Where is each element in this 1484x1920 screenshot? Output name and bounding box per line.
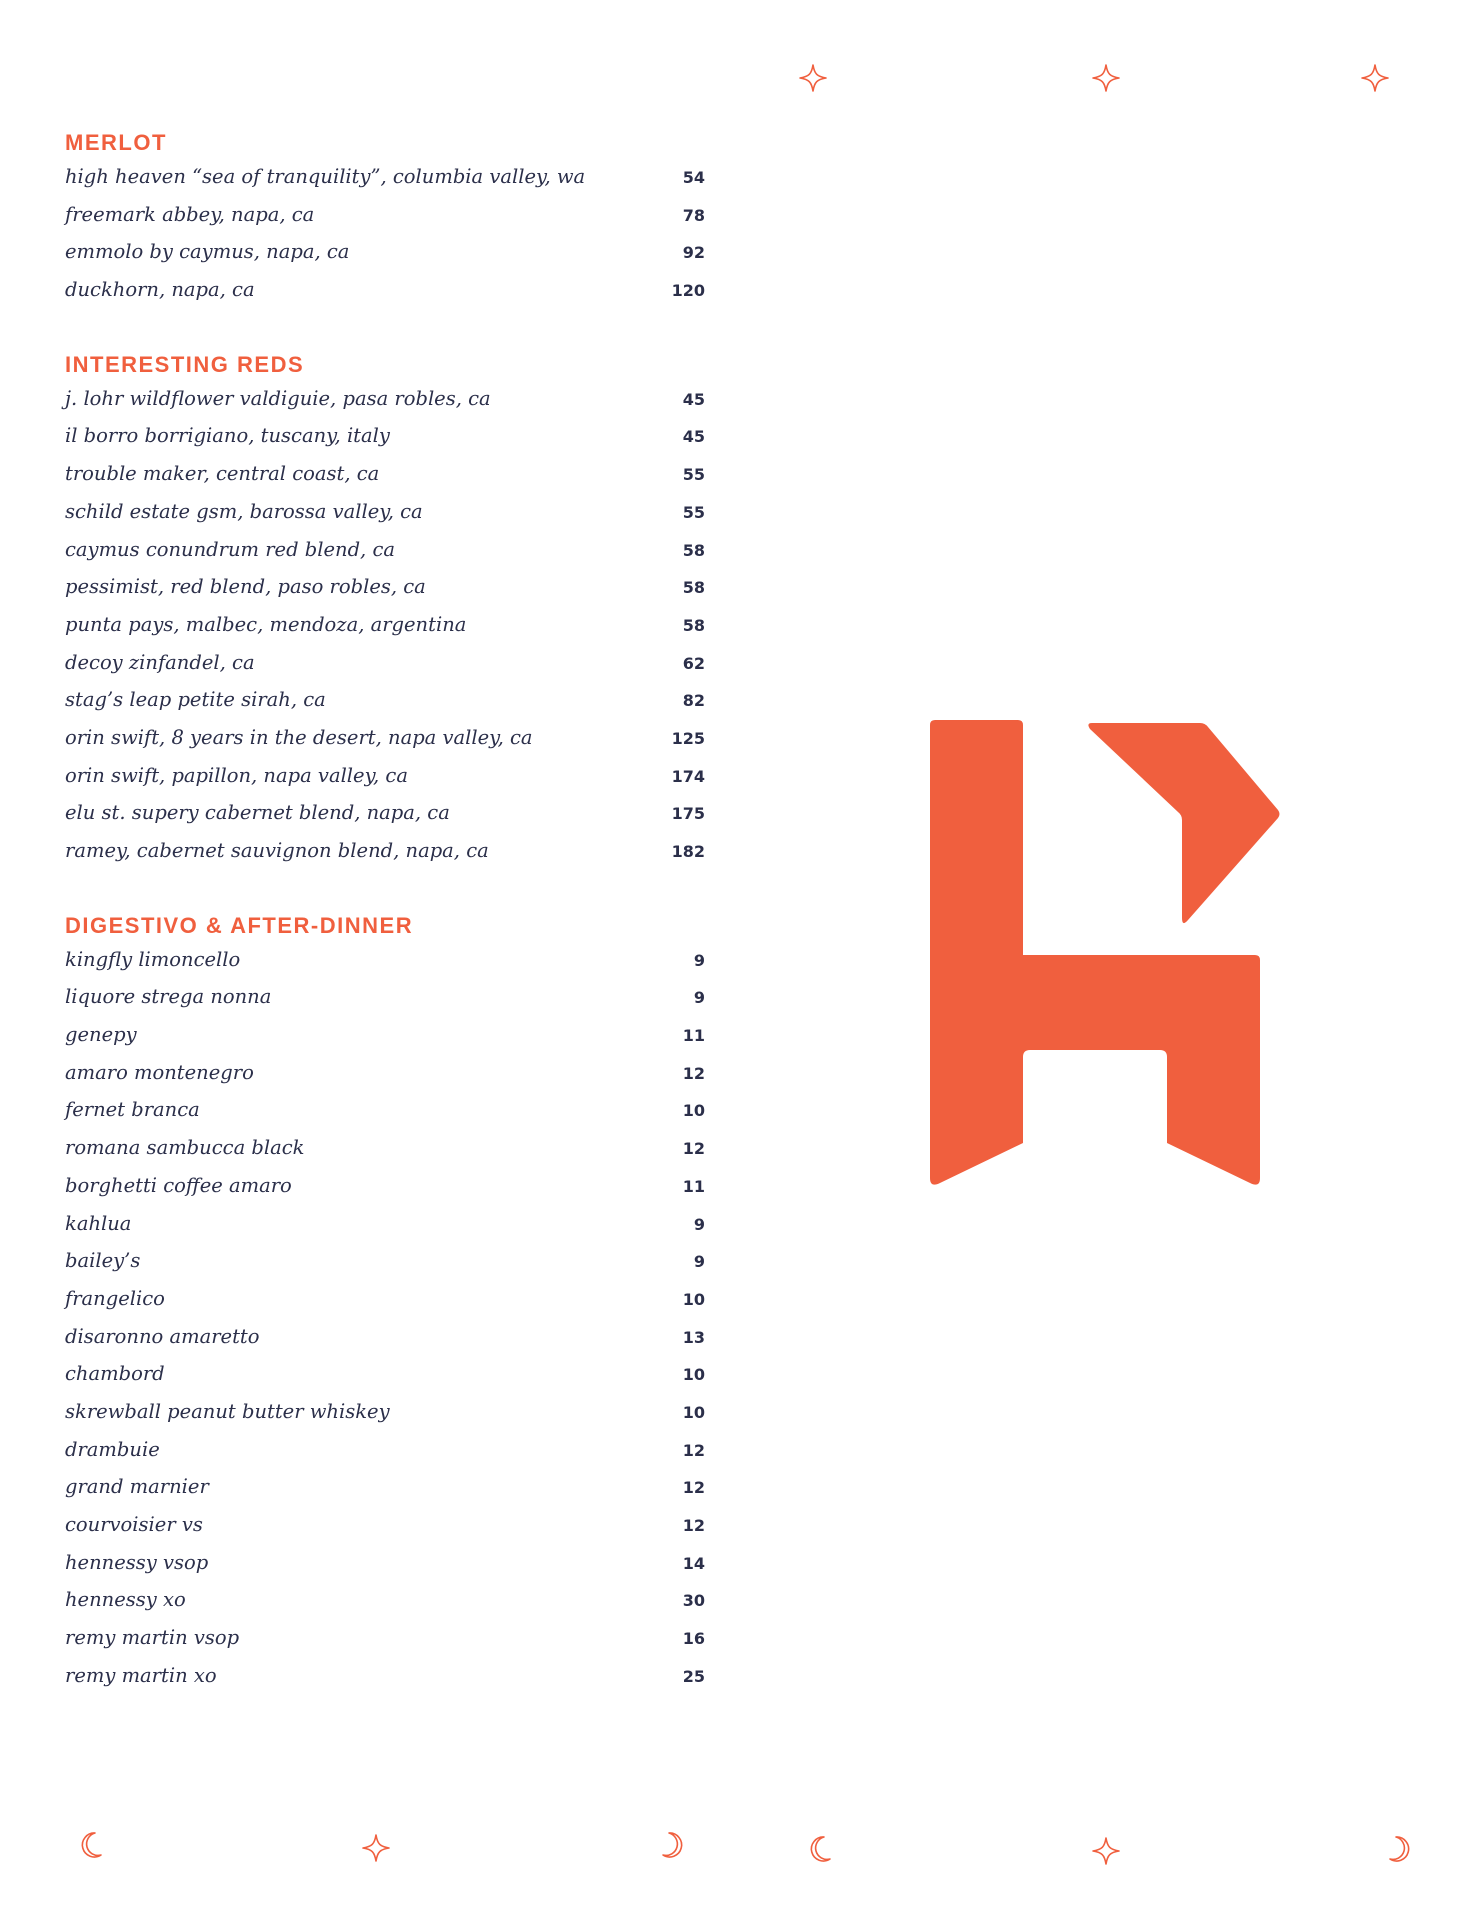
crescent-moon-icon	[76, 1830, 106, 1860]
item-name: high heaven “sea of tranquility”, columbia valley, wa	[65, 165, 586, 188]
item-price: 13	[682, 1327, 705, 1347]
sparkle-icon	[361, 1833, 391, 1863]
menu-item	[65, 832, 705, 870]
item-name: remy martin vsop	[65, 1626, 240, 1650]
item-name: stag’s leap petite sirah, ca	[65, 688, 326, 712]
item-name: genepy	[65, 1023, 137, 1047]
item-price: 12	[682, 1063, 705, 1083]
item-price: 45	[682, 389, 705, 409]
item-price: 12	[682, 1478, 705, 1498]
menu-item	[65, 1318, 705, 1356]
menu-item	[65, 1280, 705, 1318]
menu-item	[65, 1242, 705, 1280]
item-price: 174	[671, 766, 705, 786]
menu-item	[65, 233, 705, 271]
item-price: 175	[671, 804, 705, 824]
menu-item	[65, 1205, 705, 1243]
menu-item	[65, 757, 705, 795]
item-price: 120	[671, 281, 705, 301]
crescent-moon-icon	[658, 1830, 688, 1860]
item-name: elu st. supery cabernet blend, napa, ca	[65, 801, 450, 825]
menu-item	[65, 1016, 705, 1054]
item-price: 9	[693, 950, 705, 970]
sparkle-icon	[1091, 1836, 1121, 1866]
item-price: 11	[682, 1176, 705, 1196]
item-price: 14	[682, 1553, 705, 1573]
item-name: remy martin xo	[65, 1663, 217, 1687]
item-name: schild estate gsm, barossa valley, ca	[65, 499, 423, 523]
item-price: 12	[682, 1440, 705, 1460]
item-name: amaro montenegro	[65, 1060, 254, 1084]
item-name: disaronno amaretto	[65, 1324, 260, 1348]
item-name: j. lohr wildflower valdiguie, pasa robles, ca	[65, 386, 491, 410]
section-digestivo	[65, 911, 705, 1695]
item-price: 58	[682, 578, 705, 598]
item-price: 10	[682, 1402, 705, 1422]
item-name: ramey, cabernet sauvignon blend, napa, ca	[65, 839, 489, 862]
menu-item	[65, 794, 705, 832]
section-title: INTERESTING REDS	[65, 351, 305, 377]
item-name: il borro borrigiano, tuscany, italy	[65, 424, 390, 448]
item-name: bailey’s	[65, 1249, 141, 1273]
item-name: chambord	[65, 1362, 165, 1386]
item-price: 9	[693, 1252, 705, 1272]
menu-item	[65, 1167, 705, 1205]
item-name: decoy zinfandel, ca	[65, 650, 255, 674]
sparkle-icon	[798, 63, 828, 93]
item-name: liquore strega nonna	[65, 985, 272, 1009]
menu-item	[65, 158, 705, 196]
item-name: hennessy xo	[65, 1588, 186, 1612]
menu-list	[65, 122, 705, 1735]
menu-item	[65, 1581, 705, 1619]
item-price: 58	[682, 615, 705, 635]
item-price: 78	[682, 205, 705, 225]
item-price: 82	[682, 691, 705, 711]
menu-item	[65, 606, 705, 644]
item-price: 9	[693, 1214, 705, 1234]
menu-item	[65, 1129, 705, 1167]
item-name: emmolo by caymus, napa, ca	[65, 240, 350, 264]
item-name: skrewball peanut butter whiskey	[65, 1399, 390, 1423]
menu-item	[65, 681, 705, 719]
item-name: pessimist, red blend, paso robles, ca	[65, 575, 426, 599]
sparkle-icon	[1091, 63, 1121, 93]
sparkle-icon	[1360, 63, 1390, 93]
menu-item	[65, 644, 705, 682]
item-price: 182	[671, 842, 705, 861]
menu-item	[65, 1657, 705, 1695]
item-price: 10	[682, 1101, 705, 1121]
item-name: kingfly limoncello	[65, 947, 241, 971]
menu-item	[65, 1506, 705, 1544]
item-name: freemark abbey, napa, ca	[65, 202, 315, 226]
section-title: DIGESTIVO & AFTER-DINNER	[65, 912, 414, 938]
menu-item	[65, 1393, 705, 1431]
item-name: borghetti coffee amaro	[65, 1173, 292, 1197]
menu-item	[65, 1544, 705, 1582]
item-name: orin swift, papillon, napa valley, ca	[65, 763, 408, 787]
menu-item	[65, 1431, 705, 1469]
item-name: trouble maker, central coast, ca	[65, 462, 380, 486]
menu-item	[65, 417, 705, 455]
item-price: 45	[682, 427, 705, 447]
item-price: 55	[682, 465, 705, 485]
item-price: 125	[671, 728, 705, 748]
item-price: 9	[693, 988, 705, 1008]
item-price: 11	[682, 1026, 705, 1046]
menu-item	[65, 1355, 705, 1393]
item-price: 10	[682, 1289, 705, 1309]
item-name: orin swift, 8 years in the desert, napa valley, ca	[65, 725, 533, 749]
menu-item	[65, 719, 705, 757]
crescent-moon-icon	[1385, 1834, 1415, 1864]
section-merlot	[65, 128, 705, 309]
section-interesting-reds	[65, 350, 705, 870]
menu-item	[65, 493, 705, 531]
crescent-moon-icon	[805, 1834, 835, 1864]
item-name: caymus conundrum red blend, ca	[65, 537, 395, 561]
menu-item	[65, 380, 705, 418]
menu-item	[65, 455, 705, 493]
menu-item	[65, 1054, 705, 1092]
item-price: 58	[682, 540, 705, 560]
item-name: kahlua	[65, 1211, 132, 1235]
item-price: 54	[682, 168, 705, 187]
item-price: 25	[682, 1666, 705, 1686]
item-price: 62	[682, 653, 705, 673]
item-price: 12	[682, 1139, 705, 1159]
menu-item	[65, 531, 705, 569]
menu-item	[65, 941, 705, 979]
item-name: frangelico	[65, 1286, 165, 1310]
item-name: romana sambucca black	[65, 1136, 305, 1160]
item-price: 55	[682, 502, 705, 522]
menu-item	[65, 1619, 705, 1657]
menu-item	[65, 568, 705, 606]
item-price: 12	[682, 1516, 705, 1535]
item-price: 92	[682, 243, 705, 263]
item-name: courvoisier vs	[65, 1513, 203, 1536]
menu-item	[65, 271, 705, 309]
h-monogram-logo	[928, 720, 1284, 1194]
item-name: punta pays, malbec, mendoza, argentina	[65, 612, 467, 636]
item-name: grand marnier	[65, 1475, 209, 1499]
section-title: MERLOT	[65, 130, 167, 155]
item-name: fernet branca	[65, 1098, 200, 1122]
menu-item	[65, 1468, 705, 1506]
menu-item	[65, 1091, 705, 1129]
menu-item	[65, 196, 705, 234]
item-name: drambuie	[65, 1437, 160, 1461]
item-price: 30	[682, 1591, 705, 1611]
item-price: 10	[682, 1365, 705, 1385]
item-name: duckhorn, napa, ca	[65, 278, 255, 302]
menu-item	[65, 978, 705, 1016]
item-price: 16	[682, 1629, 705, 1649]
item-name: hennessy vsop	[65, 1550, 209, 1574]
